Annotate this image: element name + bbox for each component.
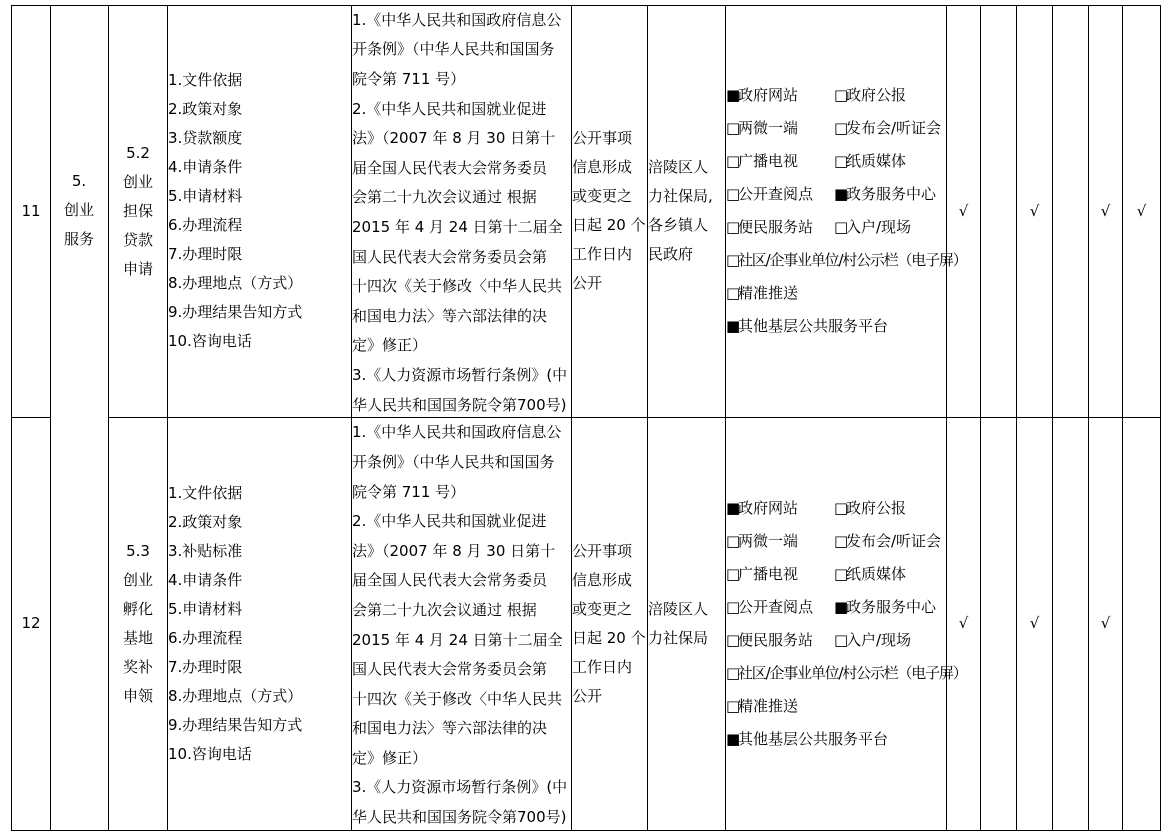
- checkbox-icon: □: [726, 251, 739, 269]
- item-name-part: 申领: [122, 686, 153, 705]
- checked-box-icon: ■: [834, 185, 849, 203]
- checkbox-icon: □: [726, 564, 741, 583]
- check-mark: [981, 417, 1016, 830]
- basis-line: 华人民共和国国务院令第700号): [352, 395, 567, 414]
- checked-box-icon: ■: [726, 317, 741, 335]
- basis-line: 会第二十九次会议通过 根据: [352, 600, 537, 619]
- checkbox-icon: □: [834, 531, 849, 550]
- channel-option: [834, 525, 942, 558]
- time-limit-line: 信息形成: [572, 158, 633, 176]
- check-mark: [1053, 5, 1088, 417]
- check-mark: √: [1136, 201, 1147, 220]
- channel-option: [834, 211, 942, 244]
- basis-line: 届全国人民代表大会常务委员: [352, 571, 548, 590]
- channel-list: [726, 79, 967, 343]
- category-name: 创业: [63, 200, 94, 219]
- content-item: 7.办理时限: [168, 245, 243, 263]
- time-limit-cell: [572, 417, 646, 830]
- channel-option: [726, 591, 834, 624]
- check-mark: √: [1100, 614, 1111, 632]
- channel-option: [834, 178, 942, 211]
- basis-line: 2015 年 4 月 24 日第十二届全: [352, 630, 563, 649]
- basis-line: 法》（2007 年 8 月 30 日第十: [352, 541, 556, 560]
- channel-label: 入户/现场: [846, 630, 912, 649]
- channel-option: [726, 525, 834, 558]
- item-cell: [109, 417, 167, 830]
- check-mark: √: [1029, 614, 1040, 632]
- time-limit-line: 日起 20 个: [572, 628, 646, 647]
- checkbox-icon: □: [726, 663, 739, 682]
- checkbox-icon: □: [834, 498, 849, 517]
- channel-option: [726, 178, 834, 211]
- content-item: 1.文件依据: [168, 71, 243, 89]
- check-mark: [981, 5, 1016, 417]
- time-limit-line: 或变更之: [572, 187, 633, 205]
- category-name: 服务: [63, 229, 94, 248]
- check-mark: √: [958, 201, 969, 220]
- channel-option: [726, 79, 834, 112]
- content-item: 6.办理流程: [168, 216, 243, 234]
- item-number: 5.2: [126, 143, 150, 162]
- check-mark: √: [958, 614, 969, 632]
- basis-line: 会第二十九次会议通过 根据: [352, 188, 537, 207]
- item-name-part: 创业: [122, 172, 153, 191]
- channel-option: [726, 244, 967, 277]
- channel-list: [726, 492, 967, 756]
- checkbox-icon: □: [726, 696, 741, 715]
- channel-option: [726, 145, 834, 178]
- basis-line: 2.《中华人民共和国就业促进: [352, 512, 547, 531]
- subject-line: 涪陵区人: [648, 599, 709, 618]
- time-limit-line: 公开: [572, 274, 603, 292]
- channel-option: [726, 657, 967, 690]
- time-limit-line: 公开事项: [572, 129, 633, 147]
- subject-cell: [648, 5, 724, 417]
- checkbox-icon: □: [726, 218, 741, 236]
- channel-option: [726, 723, 946, 756]
- channel-option: [834, 492, 942, 525]
- channel-label: 精准推送: [738, 284, 799, 302]
- checkbox-icon: □: [726, 185, 741, 203]
- channel-label: 其他基层公共服务平台: [738, 729, 889, 748]
- channel-option: [726, 112, 834, 145]
- channel-label: 发布会/听证会: [846, 531, 942, 550]
- checkbox-icon: □: [834, 218, 849, 236]
- subject-line: 力社保局: [648, 628, 709, 647]
- channel-option: [834, 79, 942, 112]
- basis-line: 华人民共和国国务院令第700号): [352, 808, 567, 827]
- channel-label: 政府公报: [846, 498, 907, 517]
- channel-label: 便民服务站: [738, 218, 814, 236]
- checkbox-icon: □: [726, 152, 741, 170]
- content-item: 4.申请条件: [168, 570, 243, 589]
- channel-option: [726, 624, 834, 657]
- item-name-part: 申请: [122, 259, 153, 278]
- contents-cell: [168, 417, 350, 830]
- table-vline: [50, 5, 51, 830]
- checkbox-icon: □: [726, 630, 741, 649]
- basis-line: 定》修正）: [352, 748, 428, 767]
- channel-label: 精准推送: [738, 696, 799, 715]
- content-item: 8.办理地点（方式）: [168, 686, 303, 705]
- content-item: 6.办理流程: [168, 628, 243, 647]
- channel-label: 发布会/听证会: [846, 119, 942, 137]
- channel-option: [726, 558, 834, 591]
- checkbox-icon: □: [834, 630, 849, 649]
- subject-line: 各乡镇人: [648, 216, 709, 234]
- item-name-part: 基地: [122, 628, 153, 647]
- content-item: 2.政策对象: [168, 512, 243, 531]
- time-limit-line: 信息形成: [572, 570, 633, 589]
- channel-label: 纸质媒体: [846, 152, 907, 170]
- content-item: 3.补贴标准: [168, 541, 243, 560]
- channel-option: [726, 211, 834, 244]
- channel-option: [834, 112, 942, 145]
- time-limit-line: 公开: [572, 686, 603, 705]
- checkbox-icon: □: [726, 284, 741, 302]
- channel-label: 其他基层公共服务平台: [738, 317, 889, 335]
- channel-label: 政府网站: [738, 498, 799, 517]
- channel-label: 广播电视: [738, 152, 799, 170]
- checked-box-icon: ■: [834, 597, 849, 616]
- channel-option: [726, 690, 946, 723]
- channel-label: 政府公报: [846, 86, 907, 104]
- item-name-part: 贷款: [122, 230, 153, 249]
- channel-label: 两微一端: [738, 119, 799, 137]
- checkbox-icon: □: [834, 86, 849, 104]
- channel-label: 政务服务中心: [846, 597, 937, 616]
- item-name-part: 奖补: [122, 657, 153, 676]
- checkbox-icon: □: [834, 564, 849, 583]
- time-limit-cell: [572, 5, 646, 417]
- channels-cell: [726, 417, 967, 830]
- basis-line: 国人民代表大会常务委员会第: [352, 247, 548, 266]
- basis-line: 院令第 711 号）: [352, 70, 466, 89]
- basis-line: 定》修正）: [352, 336, 428, 355]
- table-hline: [11, 830, 1161, 831]
- basis-line: 3.《人力资源市场暂行条例》(中: [352, 778, 568, 797]
- subject-line: 涪陵区人: [648, 158, 709, 176]
- channel-label: 政务服务中心: [846, 185, 937, 203]
- checkbox-icon: □: [726, 597, 741, 616]
- channel-label: 两微一端: [738, 531, 799, 550]
- time-limit-line: 日起 20 个: [572, 216, 646, 234]
- basis-line: 院令第 711 号）: [352, 482, 466, 501]
- basis-line: 届全国人民代表大会常务委员: [352, 158, 548, 177]
- item-name-part: 创业: [122, 570, 153, 589]
- channel-label: 政府网站: [738, 86, 799, 104]
- basis-line: 十四次《关于修改〈中华人民共: [352, 277, 563, 296]
- content-item: 9.办理结果告知方式: [168, 303, 303, 321]
- basis-line: 1.《中华人民共和国政府信息公: [352, 423, 562, 442]
- basis-line: 3.《人力资源市场暂行条例》(中: [352, 365, 568, 384]
- content-item: 1.文件依据: [168, 483, 243, 502]
- content-item: 2.政策对象: [168, 100, 243, 118]
- content-item: 8.办理地点（方式）: [168, 274, 303, 292]
- subject-line: 民政府: [648, 245, 694, 263]
- content-item: 9.办理结果告知方式: [168, 715, 303, 734]
- checkbox-icon: □: [834, 119, 849, 137]
- checkbox-icon: □: [726, 531, 741, 550]
- time-limit-line: 工作日内: [572, 245, 633, 263]
- basis-line: 2.《中华人民共和国就业促进: [352, 99, 547, 118]
- channel-option: [834, 145, 942, 178]
- content-item: 5.申请材料: [168, 599, 243, 618]
- channel-option: [834, 558, 942, 591]
- row-index: 11: [21, 201, 41, 220]
- channel-label: 公开查阅点: [738, 185, 814, 203]
- channel-option: [834, 591, 942, 624]
- checked-box-icon: ■: [726, 86, 741, 104]
- item-number: 5.3: [126, 541, 150, 560]
- basis-line: 十四次《关于修改〈中华人民共: [352, 689, 563, 708]
- basis-line: 1.《中华人民共和国政府信息公: [352, 10, 562, 29]
- legal-basis-cell: [352, 419, 570, 832]
- channel-label: 社区/企事业单位/村公示栏（电子屏）: [738, 663, 967, 682]
- check-mark: [1053, 417, 1088, 830]
- legal-basis-cell: [352, 7, 570, 419]
- channel-option: [726, 492, 834, 525]
- channel-label: 公开查阅点: [738, 597, 814, 616]
- basis-line: 开条例》（中华人民共和国国务: [352, 40, 555, 59]
- checked-box-icon: ■: [726, 498, 741, 517]
- contents-cell: [168, 5, 350, 417]
- channel-option: [726, 310, 946, 343]
- channel-label: 社区/企事业单位/村公示栏（电子屏）: [738, 251, 967, 269]
- category-cell: [51, 150, 107, 270]
- checkbox-icon: □: [726, 119, 741, 137]
- content-item: 7.办理时限: [168, 657, 243, 676]
- check-mark: [1123, 417, 1160, 830]
- row-index: 12: [21, 614, 41, 632]
- content-item: 10.咨询电话: [168, 744, 252, 763]
- channel-label: 纸质媒体: [846, 564, 907, 583]
- check-mark: √: [1100, 201, 1111, 220]
- basis-line: 法》（2007 年 8 月 30 日第十: [352, 129, 556, 148]
- subject-line: 力社保局,: [648, 187, 713, 205]
- content-item: 4.申请条件: [168, 158, 243, 176]
- item-name-part: 担保: [122, 201, 153, 220]
- channel-label: 广播电视: [738, 564, 799, 583]
- time-limit-line: 或变更之: [572, 599, 633, 618]
- basis-line: 国人民代表大会常务委员会第: [352, 660, 548, 679]
- basis-line: 和国电力法〉等六部法律的决: [352, 719, 548, 738]
- content-item: 5.申请材料: [168, 187, 243, 205]
- subject-cell: [648, 417, 724, 830]
- channel-label: 入户/现场: [846, 218, 912, 236]
- channels-cell: [726, 5, 967, 417]
- basis-line: 和国电力法〉等六部法律的决: [352, 306, 548, 325]
- basis-line: 2015 年 4 月 24 日第十二届全: [352, 218, 563, 236]
- basis-line: 开条例》（中华人民共和国国务: [352, 452, 555, 471]
- time-limit-line: 工作日内: [572, 657, 633, 676]
- content-item: 3.贷款额度: [168, 129, 243, 147]
- time-limit-line: 公开事项: [572, 541, 633, 560]
- category-number: 5.: [71, 171, 87, 190]
- item-cell: [109, 5, 167, 417]
- item-name-part: 孵化: [122, 599, 153, 618]
- content-item: 10.咨询电话: [168, 332, 252, 350]
- channel-option: [834, 624, 942, 657]
- checked-box-icon: ■: [726, 729, 741, 748]
- check-mark: √: [1029, 201, 1040, 220]
- checkbox-icon: □: [834, 152, 849, 170]
- channel-option: [726, 277, 946, 310]
- channel-label: 便民服务站: [738, 630, 814, 649]
